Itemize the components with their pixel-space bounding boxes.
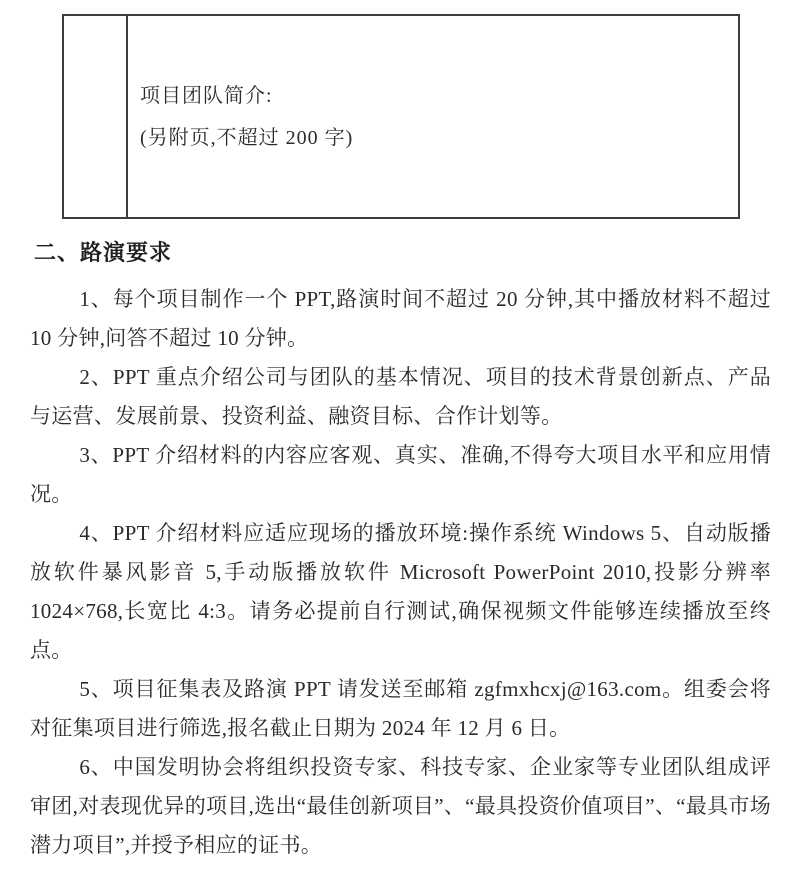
paragraph-1: 1、每个项目制作一个 PPT,路演时间不超过 20 分钟,其中播放材料不超过 10 分钟,问答不超过 10 分钟。 [30,287,771,350]
paragraph-5: 5、项目征集表及路演 PPT 请发送至邮箱 zgfmxhcxj@163.com。组委会将对征集项目进行筛选,报名截止日期为 2024 年 12 月 6 日。 [30,677,771,740]
project-table [62,14,740,219]
section-heading: 二、路演要求 [34,240,173,265]
paragraph-2: 2、PPT 重点介绍公司与团队的基本情况、项目的技术背景创新点、产品与运营、发展前景、投资利益、融资目标、合作计划等。 [30,365,771,428]
paragraph-3: 3、PPT 介绍材料的内容应客观、真实、准确,不得夸大项目水平和应用情况。 [30,443,771,506]
team-intro-note: (另附页,不超过 200 字) [140,126,354,149]
table-right-cell [128,16,738,217]
paragraph-6: 6、中国发明协会将组织投资专家、科技专家、企业家等专业团队组成评审团,对表现优异的项目,选出“最佳创新项目”、“最具投资价值项目”、“最具市场潜力项目”,并授予相应的证书。 [30,755,771,857]
roadshow-section [30,238,771,865]
table-left-cell [64,16,128,217]
team-intro-label: 项目团队简介: [140,84,273,107]
paragraph-4: 4、PPT 介绍材料应适应现场的播放环境:操作系统 Windows 5、自动版播放软件暴风影音 5,手动版播放软件 Microsoft PowerPoint 2010,投影分辨率 1024×768,长宽比 4:3。请务必提前自行测试,确保视频文件能够连续播放至终点。 [30,521,771,662]
